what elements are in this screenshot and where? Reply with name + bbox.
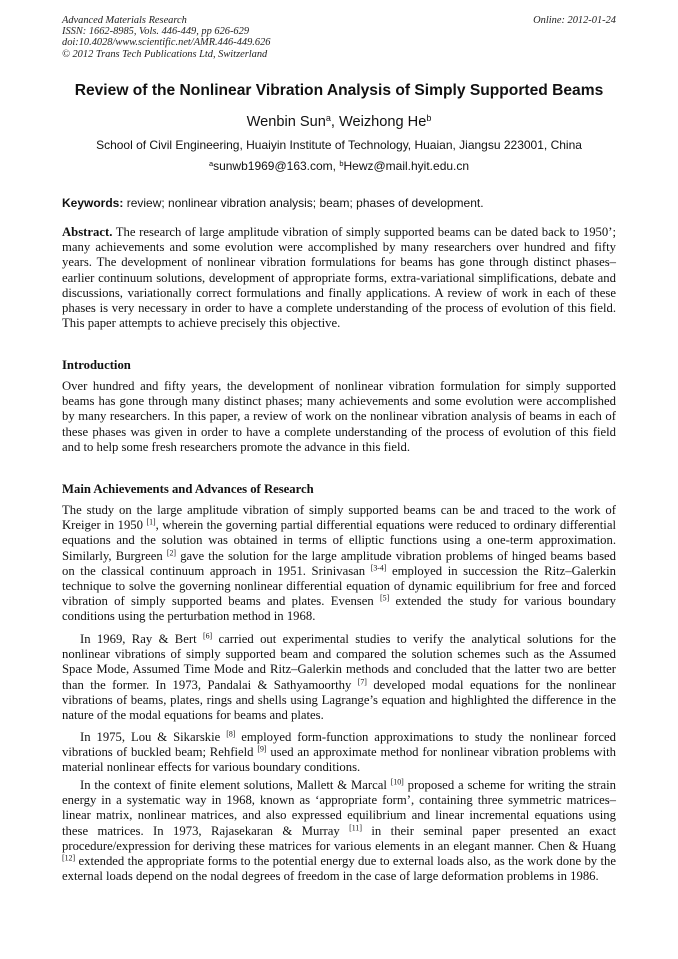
- doi-line: doi:10.4028/www.scientific.net/AMR.446-449.626: [62, 37, 271, 49]
- citation: [7]: [357, 677, 367, 687]
- paper-title: Review of the Nonlinear Vibration Analysis of Simply Supported Beams: [74, 82, 604, 99]
- text-run: proposed a scheme for writing the strain energy in a systematic way in 1968, known as ‘appropriate form’, containing three symmetric matrices–linear matrix, nonlinear matrices, and also expressed equilibrium and linear incremental equations using these matrices. In 1973, Rajasekaran & Murray: [62, 778, 616, 838]
- introduction-paragraph: Over hundred and fifty years, the development of nonlinear vibration formulation for simply supported beams has gone through many distinct phases; many achievements and some evolution were accomplished by many researchers. In this paper, a review of work on the nonlinear vibration analysis of beams in each of these phases was given in order to have a complete understanding of the process of evolution of this field and to help some fresh researchers promote the advance in this field.: [62, 379, 616, 454]
- text-run: employed form-function approximations to study the nonlinear forced vibrations of buckled beam; Rehfield: [62, 730, 616, 760]
- abstract-label: Abstract.: [62, 225, 113, 239]
- email-separator: ,: [332, 159, 340, 173]
- emails: [0, 159, 678, 173]
- keywords: [62, 196, 616, 210]
- text-run: In 1969, Ray & Bert: [80, 632, 203, 646]
- main-paragraph-4: [62, 778, 616, 884]
- journal-name: Advanced Materials Research: [62, 15, 187, 26]
- text-run: in their seminal paper presented an exact procedure/expression for deriving these matrices for various elements in an elegant manner. Chen & Huang: [62, 823, 617, 853]
- citation: [8]: [226, 729, 236, 739]
- keywords-label: Keywords:: [62, 196, 124, 210]
- citation: [10]: [390, 777, 404, 787]
- main-paragraph-2: [62, 632, 616, 723]
- citation: [12]: [62, 853, 76, 863]
- email-1: sunwb1969@163.com: [213, 159, 333, 173]
- text-run: , wherein the governing partial differential equations were reduced to ordinary differential equations and the solution was obtained in terms of elliptic functions using a one-term approximation. Similarly, Burgreen: [62, 518, 616, 563]
- online-date: Online: 2012-01-24: [533, 15, 616, 26]
- author-2-sup: b: [426, 113, 432, 124]
- author-1: Wenbin Sun: [246, 114, 326, 130]
- text-run: extended the appropriate forms to the potential energy due to external loads also, as the work done by the external loads depend on the nodal degrees of freedom in the case of large deformation problems in 1986.: [62, 854, 616, 884]
- keywords-text: review; nonlinear vibration analysis; beam; phases of development.: [123, 196, 484, 210]
- text-run: extended the study for various boundary conditions using the perturbation method in 1968.: [62, 594, 616, 624]
- introduction-heading: Introduction: [62, 358, 131, 372]
- abstract-paragraph: [62, 225, 616, 331]
- citation: [3-4]: [370, 563, 387, 573]
- citation: [11]: [349, 823, 362, 833]
- main-heading: Main Achievements and Advances of Research: [62, 482, 314, 496]
- author-2: Weizhong He: [339, 114, 427, 130]
- text-run: The study on the large amplitude vibration of simply supported beams can be and traced to the work of Kreiger in 1950: [62, 503, 616, 533]
- affiliation: School of Civil Engineering, Huaiyin Institute of Technology, Huaian, Jiangsu 223001, China: [96, 138, 582, 152]
- citation: [9]: [257, 744, 267, 754]
- authors: [0, 114, 678, 130]
- text-run: carried out experimental studies to verify the analytical solutions for the nonlinear vibrations of simply supported beam and compared the solution schemes such as the Assumed Space Mode, Assumed Time Mode and Ritz–Galerkin methods and concluded that the latter two are better than the former. In 1973, Pandalai & Sathyamoorthy: [62, 632, 616, 692]
- text-run: In the context of finite element solutions, Mallett & Marcal: [80, 778, 391, 792]
- citation: [1]: [146, 517, 156, 527]
- text-run: used an approximate method for nonlinear vibration problems with material nonlinear effects for various boundary conditions.: [62, 745, 616, 775]
- text-run: employed in succession the Ritz–Galerkin technique to solve the governing nonlinear differential equation of dynamic equilibrium for free and forced vibration of simply supported beams and plates. Evensen: [62, 563, 617, 609]
- journal-header: [62, 15, 270, 60]
- citation: [5]: [380, 593, 390, 603]
- issn-line: ISSN: 1662-8985, Vols. 446-449, pp 626-629: [62, 26, 250, 38]
- citation: [2]: [166, 548, 177, 558]
- main-paragraph-3: [62, 730, 616, 776]
- abstract-text: The research of large amplitude vibration of simply supported beams can be dated back to 1950’; many achievements and some evolution were accomplished by many researchers over hundred and fifty years. The development of nonlinear vibration formulations for beams has gone through distinct phases–earlier continuum solutions, development of appropriate forms, extra-variational simplifications, debate and discussions, variationally correct formulations and finally applications. A review of work in each of these phases is very necessary in order to have a complete understanding of the process of evolution of this field. This paper attempts to achieve precisely this objective.: [62, 225, 616, 331]
- main-paragraph-1: [62, 503, 616, 625]
- text-run: developed modal equations for the nonlinear vibrations of beams, plates, rings and shells using Lagrange’s equation and highlighted the difference in the nature of the modal equations for beams and plates.: [62, 677, 617, 723]
- text-run: In 1975, Lou & Sikarskie: [80, 730, 227, 744]
- copyright-line: © 2012 Trans Tech Publications Ltd, Switzerland: [62, 48, 268, 60]
- author-1-sup: a: [325, 113, 331, 124]
- email-2: Hewz@mail.hyit.edu.cn: [343, 159, 470, 173]
- text-run: gave the solution for the large amplitude vibration problems of hinged beams based on the classical continuum approach in 1951. Srinivasan: [62, 548, 616, 578]
- citation: [6]: [203, 631, 213, 641]
- author-separator: ,: [330, 114, 339, 130]
- email-1-sup: a: [208, 158, 214, 168]
- email-2-sup: b: [339, 158, 344, 168]
